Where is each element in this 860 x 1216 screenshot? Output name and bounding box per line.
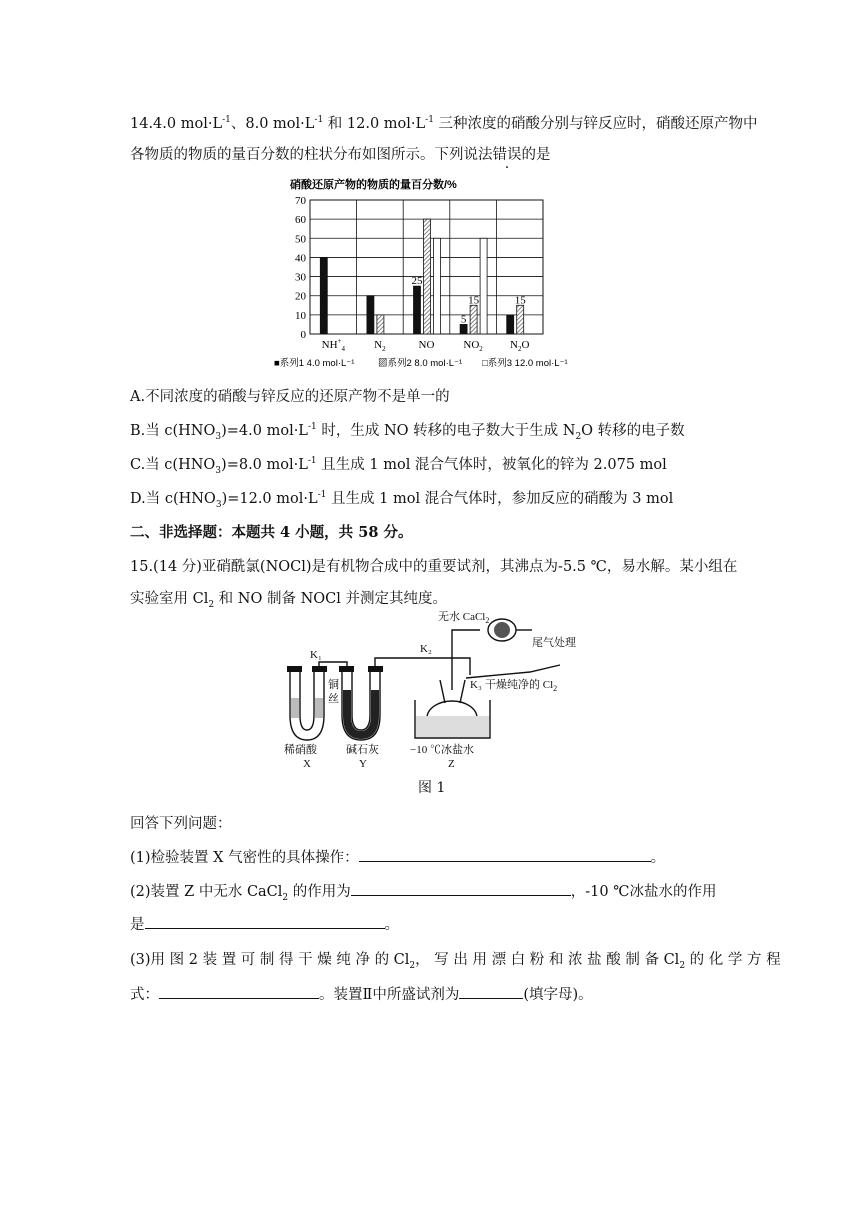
q14-option-b: B.当 $c(HNO_3)=4.0$ $mol\cdot L^{-1}$ 时，生成 NO 转移的电子数大于生成 $N_2O$ 转移的电子数 [130, 422, 685, 442]
label-x-reagent: 稀硝酸 [284, 744, 317, 756]
bar-N2O-series1 [507, 315, 514, 334]
y-tick-label: 30 [295, 271, 306, 284]
x-tick-label: $N_2$ [374, 339, 386, 353]
bar-NO2-series2 [470, 305, 477, 334]
answer-blank-4[interactable] [159, 984, 319, 999]
q15-part3-line2: 式： 。装置Ⅱ中所盛试剂为 (填字母)。 [130, 983, 593, 1004]
x-tick-label: NO [418, 339, 435, 351]
q14-stem-line2: 各物质的物质的量百分数的柱状分布如图所示。下列说法错误的是 [130, 147, 551, 163]
label-cacl2: 无水 CaCl$_2$ [438, 611, 490, 625]
data-label: 15 [468, 294, 480, 307]
bar-NH4+-series1 [320, 257, 327, 334]
emphasis-mark: 错误 [492, 147, 522, 163]
answer-blank-2[interactable] [351, 881, 571, 896]
answer-blank-1[interactable] [359, 847, 651, 862]
bar-NO-series3 [434, 238, 441, 334]
label-copper-1: 铜 [328, 679, 339, 691]
y-tick-label: 10 [295, 309, 306, 322]
q15-stem-line1: 15.(14 分)亚硝酰氯(NOCl)是有机物合成中的重要试剂，其沸点为-5.5 ℃，易水解。某小组在 [130, 559, 738, 575]
data-label: 15 [514, 294, 526, 307]
label-cl2: 干燥纯净的 $Cl_2$ [485, 679, 558, 693]
label-z: Z [448, 758, 455, 770]
label-k2: K₂ [420, 643, 432, 655]
chart-title: 硝酸还原产物的物质的量百分数/% [290, 179, 457, 191]
apparatus-diagram [270, 610, 590, 770]
bar-N2O-series2 [517, 305, 524, 334]
bar-N2-series2 [377, 315, 384, 334]
label-y: Y [359, 758, 367, 770]
legend-entry: ▨系列2 8.0 mol·L⁻¹ [378, 358, 463, 369]
q14-option-c: C.当 $c(HNO_3)=8.0$ $mol\cdot L^{-1}$ 且生成 1 mol 混合气体时，被氧化的锌为 2.075 mol [130, 456, 667, 476]
y-tick-label: 70 [295, 195, 306, 207]
bar-NO2-series1 [460, 324, 467, 334]
bar-chart [268, 174, 588, 374]
q15-part2-line2: 是 。 [130, 913, 399, 934]
label-x: X [303, 758, 311, 770]
label-tail: 尾气处理 [532, 637, 576, 649]
bar-NO-series2 [424, 219, 431, 334]
x-tick-label: $N_2O$ [509, 339, 530, 353]
y-tick-label: 60 [295, 214, 306, 227]
x-tick-label: $NH^+_4$ [321, 337, 345, 353]
label-y-reagent: 碱石灰 [346, 744, 379, 756]
legend-entry: ■系列1 4.0 mol·L⁻¹ [274, 358, 355, 369]
data-label: 5 [460, 313, 467, 326]
answer-blank-3[interactable] [145, 914, 385, 929]
bar-NO-series1 [414, 286, 421, 334]
q15-part1: (1)检验装置 X 气密性的具体操作： 。 [130, 846, 665, 867]
y-tick-label: 0 [300, 329, 306, 341]
y-tick-label: 40 [295, 252, 306, 265]
y-tick-label: 20 [295, 290, 306, 303]
label-k1: K₁ [310, 649, 322, 661]
bar-N2-series1 [367, 296, 374, 334]
y-tick-label: 50 [295, 233, 306, 246]
figure-caption: 图 1 [418, 780, 446, 796]
legend-entry: □系列3 12.0 mol·L⁻¹ [482, 358, 568, 369]
label-k3: K₃ [470, 679, 482, 691]
label-z-reagent: −10 ℃冰盐水 [410, 744, 474, 756]
q15-part2: (2)装置 Z 中无水 CaCl$_2$ 的作用为 ，-10 ℃冰盐水的作用 [130, 880, 716, 903]
x-tick-label: $NO_2$ [463, 339, 483, 353]
q14-option-a: A.不同浓度的硝酸与锌反应的还原产物不是单一的 [130, 389, 450, 405]
section-heading: 二、非选择题：本题共 4 小题，共 58 分。 [130, 524, 413, 541]
bar-NO2-series3 [480, 238, 487, 334]
q15-part3: (3)用 图 2 装 置 可 制 得 干 燥 纯 净 的 $Cl_2$， 写 出 用 漂 白 粉 和 浓 盐 酸 制 备 $Cl_2$ 的 化 学 方 程 [130, 952, 781, 971]
answer-prompt: 回答下列问题： [130, 816, 232, 832]
q14-stem-line1: 14.4.0 $mol\cdot L^{-1}$、8.0 $mol\cdot L^{-1}$ 和 12.0 $mol\cdot L^{-1}$ 三种浓度的硝酸分别与锌反应时，硝酸还原产物中 [130, 115, 758, 132]
label-copper-2: 丝 [328, 693, 339, 705]
q14-option-d: D.当 $c(HNO_3)=12.0$ $mol\cdot L^{-1}$ 且生成 1 mol 混合气体时，参加反应的硝酸为 3 mol [130, 490, 674, 510]
data-label: 25 [411, 275, 423, 288]
answer-blank-5[interactable] [459, 984, 523, 999]
q15-stem-line2: 实验室用 $Cl_2$ 和 NO 制备 NOCl 并测定其纯度。 [130, 591, 448, 610]
